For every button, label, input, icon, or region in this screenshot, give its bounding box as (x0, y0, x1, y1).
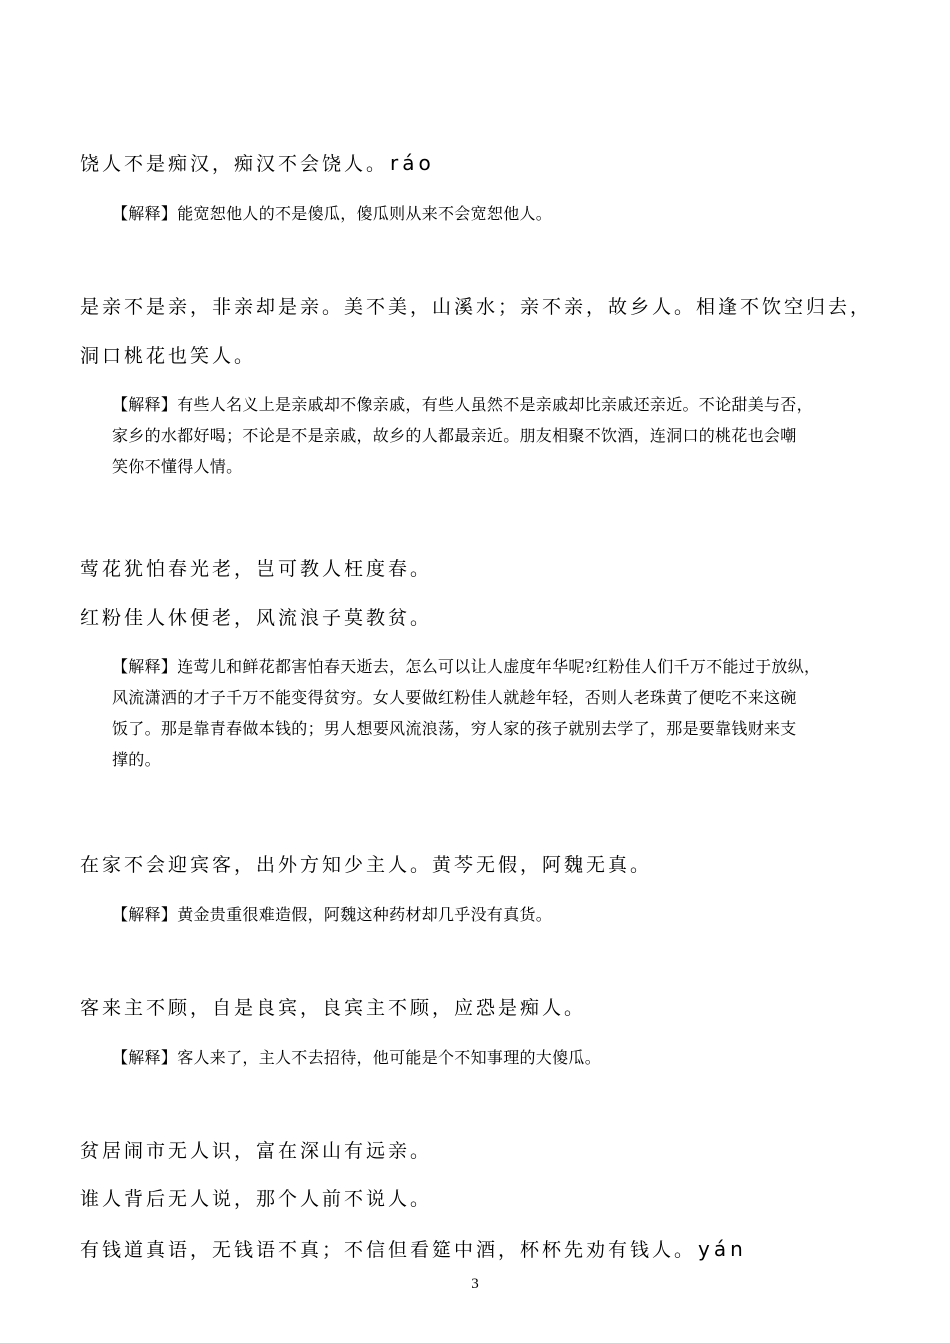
explanation-line: 撑的。 (112, 752, 161, 769)
proverb-line (80, 1236, 747, 1263)
page-number: 3 (471, 1276, 479, 1292)
explanation-line: 笑你不懂得人情。 (112, 459, 243, 476)
explanation-line: 饭了。那是靠青春做本钱的；男人想要风流浪荡，穷人家的孩子就别去学了，那是要靠钱财来支 (112, 721, 797, 738)
proverb-line: 洞口桃花也笑人。 (80, 345, 257, 367)
proverb-line: 红粉佳人休便老，风流浪子莫教贫。 (80, 607, 433, 629)
proverb-line: 客来主不顾，自是良宾，良宾主不顾，应恐是痴人。 (80, 997, 587, 1019)
proverb-line: 是亲不是亲，非亲却是亲。美不美，山溪水；亲不亲，故乡人。相逢不饮空归去， (80, 296, 873, 318)
explanation-line: 风流潇洒的才子千万不能变得贫穷。女人要做红粉佳人就趁年轻，否则人老珠黄了便吃不来这碗 (112, 690, 797, 707)
pinyin-annotation: yán (698, 1237, 747, 1261)
explanation-line: 家乡的水都好喝；不论是不是亲戚，故乡的人都最亲近。朋友相聚不饮酒，连洞口的桃花也会嘲 (112, 428, 797, 445)
proverb-text: 饶人不是痴汉，痴汉不会饶人。 (80, 153, 389, 175)
pinyin-annotation: ráo (390, 151, 435, 175)
explanation-line: 【解释】有些人名义上是亲戚却不像亲戚，有些人虽然不是亲戚却比亲戚还亲近。不论甜美与否， (112, 397, 813, 414)
proverb-line: 贫居闹市无人识，富在深山有远亲。 (80, 1140, 433, 1162)
explanation-line: 【解释】连莺儿和鲜花都害怕春天逝去，怎么可以让人虚度年华呢?红粉佳人们千万不能过于放纵， (112, 659, 821, 676)
proverb-line (80, 150, 435, 177)
explanation (112, 652, 842, 776)
proverb-text: 有钱道真语，无钱语不真；不信但看筵中酒，杯杯先劝有钱人。 (80, 1239, 697, 1261)
proverb-line: 莺花犹怕春光老，岂可教人枉度春。 (80, 558, 433, 580)
explanation: 【解释】黄金贵重很难造假，阿魏这种药材却几乎没有真货。 (112, 907, 553, 924)
proverb-line: 在家不会迎宾客，出外方知少主人。黄芩无假，阿魏无真。 (80, 854, 653, 876)
proverb-line: 谁人背后无人说，那个人前不说人。 (80, 1188, 433, 1210)
explanation: 【解释】能宽恕他人的不是傻瓜，傻瓜则从来不会宽恕他人。 (112, 206, 553, 223)
explanation: 【解释】客人来了，主人不去招待，他可能是个不知事理的大傻瓜。 (112, 1050, 602, 1067)
explanation (112, 390, 842, 483)
